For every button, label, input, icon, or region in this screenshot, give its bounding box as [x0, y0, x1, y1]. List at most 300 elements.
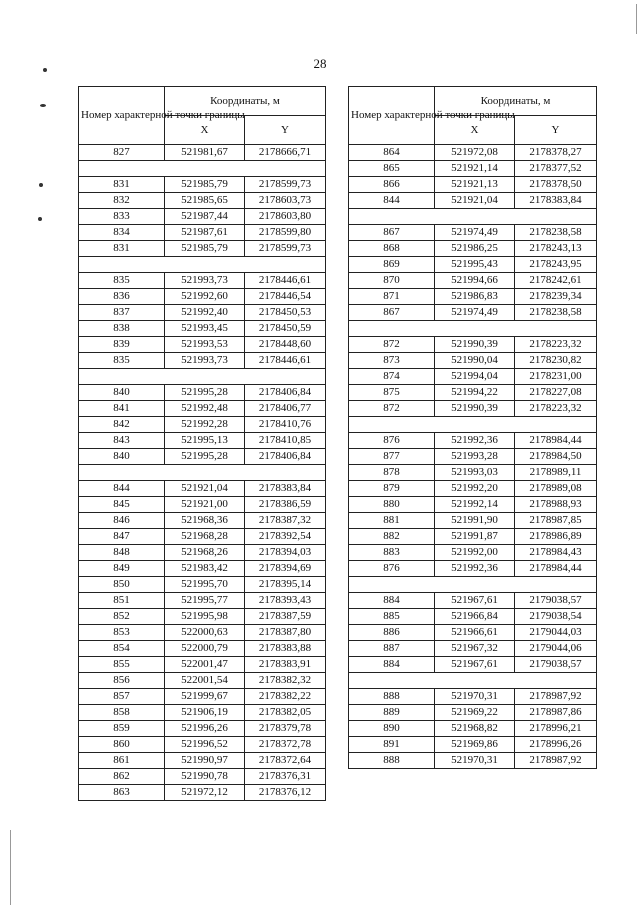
x-coordinate-cell: 521967,61 [435, 593, 515, 609]
point-number-cell: 888 [349, 753, 435, 769]
table-row [79, 561, 326, 577]
x-coordinate-cell: 521990,39 [435, 401, 515, 417]
table-row [79, 209, 326, 225]
y-coordinate-cell: 2179044,03 [515, 625, 597, 641]
table-row [349, 241, 597, 257]
y-coordinate-cell: 2178984,44 [515, 433, 597, 449]
y-coordinate-cell: 2178599,73 [245, 177, 326, 193]
table-row [349, 481, 597, 497]
x-coordinate-cell: 521985,65 [165, 193, 245, 209]
table-row [79, 417, 326, 433]
x-coordinate-cell: 521906,19 [165, 705, 245, 721]
x-coordinate-cell: 521993,73 [165, 353, 245, 369]
x-coordinate-cell: 521995,77 [165, 593, 245, 609]
x-coordinate-cell: 521986,25 [435, 241, 515, 257]
table-row [349, 465, 597, 481]
table-row [79, 625, 326, 641]
point-number-cell: 838 [79, 321, 165, 337]
y-coordinate-cell: 2178387,80 [245, 625, 326, 641]
x-coordinate-cell: 521992,36 [435, 561, 515, 577]
y-coordinate-cell: 2179038,57 [515, 657, 597, 673]
table-row [349, 449, 597, 465]
x-coordinate-cell: 521995,13 [165, 433, 245, 449]
y-coordinate-cell: 2178984,43 [515, 545, 597, 561]
section-separator-row [349, 321, 597, 337]
point-number-cell: 864 [349, 145, 435, 161]
y-coordinate-cell: 2178996,26 [515, 737, 597, 753]
point-number-cell: 872 [349, 337, 435, 353]
table-row [79, 593, 326, 609]
x-coordinate-cell: 521992,48 [165, 401, 245, 417]
x-coordinate-cell: 522001,47 [165, 657, 245, 673]
point-number-cell: 841 [79, 401, 165, 417]
x-coordinate-cell: 521992,00 [435, 545, 515, 561]
point-number-cell: 879 [349, 481, 435, 497]
point-number-cell: 850 [79, 577, 165, 593]
point-number-cell: 886 [349, 625, 435, 641]
y-coordinate-cell: 2178446,61 [245, 273, 326, 289]
x-coordinate-cell: 521981,67 [165, 145, 245, 161]
separator-cell [349, 577, 597, 593]
y-coordinate-cell: 2178387,59 [245, 609, 326, 625]
point-number-cell: 858 [79, 705, 165, 721]
y-coordinate-cell: 2178987,92 [515, 753, 597, 769]
x-coordinate-cell: 521974,49 [435, 225, 515, 241]
y-coordinate-cell: 2178987,85 [515, 513, 597, 529]
point-number-cell: 827 [79, 145, 165, 161]
y-coordinate-cell: 2178987,92 [515, 689, 597, 705]
table-row [79, 193, 326, 209]
y-coordinate-cell: 2178986,89 [515, 529, 597, 545]
y-coordinate-cell: 2179038,57 [515, 593, 597, 609]
point-number-cell: 833 [79, 209, 165, 225]
x-coordinate-cell: 521969,86 [435, 737, 515, 753]
y-coordinate-cell: 2178984,44 [515, 561, 597, 577]
x-coordinate-cell: 521972,08 [435, 145, 515, 161]
x-coordinate-cell: 521968,82 [435, 721, 515, 737]
table-row [79, 657, 326, 673]
point-number-cell: 866 [349, 177, 435, 193]
separator-cell [79, 161, 326, 177]
x-coordinate-cell: 521968,28 [165, 529, 245, 545]
x-coordinate-cell: 521991,90 [435, 513, 515, 529]
point-number-cell: 889 [349, 705, 435, 721]
point-number-cell: 876 [349, 433, 435, 449]
x-coordinate-cell: 521994,66 [435, 273, 515, 289]
y-coordinate-cell: 2178599,80 [245, 225, 326, 241]
y-coordinate-cell: 2178230,82 [515, 353, 597, 369]
y-coordinate-cell: 2178996,21 [515, 721, 597, 737]
y-coordinate-cell: 2178378,50 [515, 177, 597, 193]
y-coordinate-cell: 2178448,60 [245, 337, 326, 353]
point-number-cell: 855 [79, 657, 165, 673]
point-number-cell: 861 [79, 753, 165, 769]
point-number-cell: 854 [79, 641, 165, 657]
x-coordinate-cell: 521921,00 [165, 497, 245, 513]
x-coordinate-cell: 521967,32 [435, 641, 515, 657]
x-coordinate-cell: 521993,03 [435, 465, 515, 481]
y-coordinate-cell: 2178382,05 [245, 705, 326, 721]
point-number-cell: 835 [79, 353, 165, 369]
x-coordinate-cell: 521995,28 [165, 449, 245, 465]
point-number-cell: 851 [79, 593, 165, 609]
x-coordinate-cell: 521996,26 [165, 721, 245, 737]
x-coordinate-cell: 521995,28 [165, 385, 245, 401]
y-coordinate-cell: 2178446,61 [245, 353, 326, 369]
y-coordinate-cell: 2178395,14 [245, 577, 326, 593]
table-row [79, 385, 326, 401]
y-coordinate-cell: 2178383,88 [245, 641, 326, 657]
point-number-cell: 842 [79, 417, 165, 433]
point-number-cell: 878 [349, 465, 435, 481]
x-coordinate-cell: 521921,14 [435, 161, 515, 177]
section-separator-row [79, 369, 326, 385]
coordinates-header: Координаты, м [165, 87, 326, 116]
y-coordinate-cell: 2178406,77 [245, 401, 326, 417]
point-number-cell: 873 [349, 353, 435, 369]
x-coordinate-cell: 521990,39 [435, 337, 515, 353]
point-number-cell: 869 [349, 257, 435, 273]
table-row [79, 529, 326, 545]
section-separator-row [349, 577, 597, 593]
table-row [349, 529, 597, 545]
y-coordinate-cell: 2178238,58 [515, 305, 597, 321]
x-coordinate-cell: 521994,04 [435, 369, 515, 385]
x-coordinate-cell: 521968,26 [165, 545, 245, 561]
x-coordinate-cell: 521995,43 [435, 257, 515, 273]
point-number-cell: 884 [349, 657, 435, 673]
point-number-cell: 847 [79, 529, 165, 545]
point-number-cell: 867 [349, 305, 435, 321]
x-coordinate-cell: 521966,84 [435, 609, 515, 625]
x-coordinate-cell: 521999,67 [165, 689, 245, 705]
table-row [79, 721, 326, 737]
y-coordinate-cell: 2179038,54 [515, 609, 597, 625]
binding-mark [39, 183, 43, 187]
y-coordinate-cell: 2178406,84 [245, 449, 326, 465]
table-row [79, 321, 326, 337]
table-row [79, 145, 326, 161]
x-coordinate-cell: 521970,31 [435, 753, 515, 769]
x-coordinate-cell: 521991,87 [435, 529, 515, 545]
x-coordinate-cell: 521986,83 [435, 289, 515, 305]
point-number-cell: 888 [349, 689, 435, 705]
y-coordinate-cell: 2178666,71 [245, 145, 326, 161]
point-number-cell: 882 [349, 529, 435, 545]
table-row [349, 737, 597, 753]
point-number-cell: 871 [349, 289, 435, 305]
table-row [349, 193, 597, 209]
x-coordinate-cell: 521983,42 [165, 561, 245, 577]
x-coordinate-cell: 521966,61 [435, 625, 515, 641]
y-coordinate-cell: 2178394,03 [245, 545, 326, 561]
table-row [79, 753, 326, 769]
table-row [349, 641, 597, 657]
separator-cell [349, 209, 597, 225]
x-coordinate-cell: 521992,28 [165, 417, 245, 433]
y-coordinate-cell: 2178243,95 [515, 257, 597, 273]
x-column-header: X [435, 116, 515, 145]
x-coordinate-cell: 521994,22 [435, 385, 515, 401]
x-coordinate-cell: 521993,28 [435, 449, 515, 465]
point-number-cell: 877 [349, 449, 435, 465]
binding-mark [38, 217, 42, 221]
table-row [79, 337, 326, 353]
point-number-cell: 860 [79, 737, 165, 753]
point-number-cell: 876 [349, 561, 435, 577]
x-coordinate-cell: 521990,78 [165, 769, 245, 785]
section-separator-row [349, 417, 597, 433]
y-coordinate-cell: 2178376,31 [245, 769, 326, 785]
separator-cell [349, 673, 597, 689]
coordinates-table-left [78, 86, 326, 801]
point-number-cell: 868 [349, 241, 435, 257]
y-coordinate-cell: 2178392,54 [245, 529, 326, 545]
point-number-cell: 856 [79, 673, 165, 689]
y-coordinate-cell: 2178987,86 [515, 705, 597, 721]
table-row [349, 273, 597, 289]
section-separator-row [79, 161, 326, 177]
table-row [349, 289, 597, 305]
x-coordinate-cell: 521921,04 [165, 481, 245, 497]
y-coordinate-cell: 2178989,08 [515, 481, 597, 497]
table-row [79, 289, 326, 305]
point-number-cell: 870 [349, 273, 435, 289]
y-coordinate-cell: 2178603,80 [245, 209, 326, 225]
x-coordinate-cell: 521974,49 [435, 305, 515, 321]
x-coordinate-cell: 521968,36 [165, 513, 245, 529]
y-coordinate-cell: 2178386,59 [245, 497, 326, 513]
y-coordinate-cell: 2178988,93 [515, 497, 597, 513]
x-coordinate-cell: 521992,20 [435, 481, 515, 497]
coordinates-table-right [348, 86, 597, 769]
table-row [349, 145, 597, 161]
table-row [79, 177, 326, 193]
table-row [349, 721, 597, 737]
table-row [349, 257, 597, 273]
y-coordinate-cell: 2178239,34 [515, 289, 597, 305]
y-coordinate-cell: 2178410,76 [245, 417, 326, 433]
x-coordinate-cell: 521995,70 [165, 577, 245, 593]
section-separator-row [349, 673, 597, 689]
point-number-cell: 849 [79, 561, 165, 577]
y-coordinate-cell: 2179044,06 [515, 641, 597, 657]
x-coordinate-cell: 521990,04 [435, 353, 515, 369]
x-coordinate-cell: 521967,61 [435, 657, 515, 673]
x-coordinate-cell: 521972,12 [165, 785, 245, 801]
y-coordinate-cell: 2178599,73 [245, 241, 326, 257]
scan-edge-line [636, 4, 637, 34]
y-coordinate-cell: 2178372,64 [245, 753, 326, 769]
x-coordinate-cell: 521993,53 [165, 337, 245, 353]
scan-edge-line [10, 830, 11, 905]
coordinates-header: Координаты, м [435, 87, 597, 116]
table-row [349, 689, 597, 705]
point-number-cell: 863 [79, 785, 165, 801]
point-number-cell: 835 [79, 273, 165, 289]
x-coordinate-cell: 521969,22 [435, 705, 515, 721]
y-coordinate-cell: 2178372,78 [245, 737, 326, 753]
point-number-cell: 848 [79, 545, 165, 561]
table-row [349, 369, 597, 385]
table-row [79, 689, 326, 705]
y-coordinate-cell: 2178227,08 [515, 385, 597, 401]
table-row [79, 737, 326, 753]
y-coordinate-cell: 2178984,50 [515, 449, 597, 465]
table-row [79, 481, 326, 497]
table-row [79, 785, 326, 801]
point-number-cell: 874 [349, 369, 435, 385]
separator-cell [79, 465, 326, 481]
point-number-cell: 862 [79, 769, 165, 785]
table-row [349, 625, 597, 641]
point-number-cell: 836 [79, 289, 165, 305]
table-row [349, 593, 597, 609]
point-number-cell: 857 [79, 689, 165, 705]
table-row [79, 401, 326, 417]
separator-cell [79, 257, 326, 273]
point-number-cell: 839 [79, 337, 165, 353]
x-coordinate-cell: 521992,60 [165, 289, 245, 305]
y-coordinate-cell: 2178394,69 [245, 561, 326, 577]
point-number-cell: 852 [79, 609, 165, 625]
point-number-cell: 831 [79, 177, 165, 193]
y-coordinate-cell: 2178238,58 [515, 225, 597, 241]
table-row [349, 225, 597, 241]
point-number-cell: 881 [349, 513, 435, 529]
table-row [79, 273, 326, 289]
x-coordinate-cell: 522000,63 [165, 625, 245, 641]
point-number-cell: 832 [79, 193, 165, 209]
y-coordinate-cell: 2178383,91 [245, 657, 326, 673]
point-number-cell: 846 [79, 513, 165, 529]
table-row [349, 353, 597, 369]
table-row [349, 513, 597, 529]
table-row [79, 305, 326, 321]
separator-cell [349, 321, 597, 337]
y-coordinate-cell: 2178989,11 [515, 465, 597, 481]
x-coordinate-cell: 521992,40 [165, 305, 245, 321]
table-row [349, 545, 597, 561]
x-coordinate-cell: 522000,79 [165, 641, 245, 657]
table-row [349, 657, 597, 673]
point-number-cell: 890 [349, 721, 435, 737]
point-number-cell: 844 [79, 481, 165, 497]
table-row [349, 401, 597, 417]
y-coordinate-cell: 2178383,84 [515, 193, 597, 209]
point-number-cell: 872 [349, 401, 435, 417]
table-row [349, 305, 597, 321]
y-coordinate-cell: 2178382,32 [245, 673, 326, 689]
point-number-cell: 859 [79, 721, 165, 737]
x-coordinate-cell: 521993,45 [165, 321, 245, 337]
point-number-cell: 880 [349, 497, 435, 513]
y-coordinate-cell: 2178379,78 [245, 721, 326, 737]
y-coordinate-cell: 2178376,12 [245, 785, 326, 801]
y-column-header: Y [245, 116, 326, 145]
y-coordinate-cell: 2178223,32 [515, 401, 597, 417]
point-number-cell: 885 [349, 609, 435, 625]
point-number-cell: 837 [79, 305, 165, 321]
table-row [79, 433, 326, 449]
section-separator-row [79, 465, 326, 481]
x-coordinate-cell: 521985,79 [165, 241, 245, 257]
x-coordinate-cell: 521985,79 [165, 177, 245, 193]
table-row [79, 609, 326, 625]
section-separator-row [79, 257, 326, 273]
point-number-cell: 845 [79, 497, 165, 513]
page-number: 28 [313, 56, 327, 71]
x-coordinate-cell: 521992,36 [435, 433, 515, 449]
table-row [349, 609, 597, 625]
y-coordinate-cell: 2178242,61 [515, 273, 597, 289]
point-number-cell: 865 [349, 161, 435, 177]
table-row [349, 497, 597, 513]
table-row [79, 673, 326, 689]
x-column-header: X [165, 116, 245, 145]
table-row [79, 577, 326, 593]
y-coordinate-cell: 2178410,85 [245, 433, 326, 449]
table-row [79, 545, 326, 561]
y-coordinate-cell: 2178406,84 [245, 385, 326, 401]
table-row [349, 705, 597, 721]
x-coordinate-cell: 521990,97 [165, 753, 245, 769]
point-number-cell: 884 [349, 593, 435, 609]
y-column-header: Y [515, 116, 597, 145]
y-coordinate-cell: 2178223,32 [515, 337, 597, 353]
point-number-cell: 875 [349, 385, 435, 401]
x-coordinate-cell: 521995,98 [165, 609, 245, 625]
x-coordinate-cell: 521970,31 [435, 689, 515, 705]
x-coordinate-cell: 521996,52 [165, 737, 245, 753]
point-number-cell: 844 [349, 193, 435, 209]
table-row [349, 561, 597, 577]
table-row [79, 769, 326, 785]
y-coordinate-cell: 2178243,13 [515, 241, 597, 257]
y-coordinate-cell: 2178383,84 [245, 481, 326, 497]
table-row [349, 177, 597, 193]
x-coordinate-cell: 521921,04 [435, 193, 515, 209]
table-row [79, 513, 326, 529]
table-row [79, 225, 326, 241]
x-coordinate-cell: 521993,73 [165, 273, 245, 289]
point-number-header: Номер характерной точки границы [349, 87, 435, 145]
table-row [79, 705, 326, 721]
y-coordinate-cell: 2178603,73 [245, 193, 326, 209]
table-row [79, 241, 326, 257]
point-number-cell: 840 [79, 385, 165, 401]
y-coordinate-cell: 2178450,53 [245, 305, 326, 321]
table-row [349, 385, 597, 401]
table-row [79, 449, 326, 465]
separator-cell [79, 369, 326, 385]
point-number-cell: 843 [79, 433, 165, 449]
x-coordinate-cell: 521992,14 [435, 497, 515, 513]
y-coordinate-cell: 2178393,43 [245, 593, 326, 609]
y-coordinate-cell: 2178377,52 [515, 161, 597, 177]
point-number-cell: 883 [349, 545, 435, 561]
y-coordinate-cell: 2178378,27 [515, 145, 597, 161]
table-row [349, 161, 597, 177]
point-number-cell: 867 [349, 225, 435, 241]
point-number-header: Номер характерной точки границы [79, 87, 165, 145]
y-coordinate-cell: 2178450,59 [245, 321, 326, 337]
section-separator-row [349, 209, 597, 225]
y-coordinate-cell: 2178446,54 [245, 289, 326, 305]
separator-cell [349, 417, 597, 433]
x-coordinate-cell: 521987,44 [165, 209, 245, 225]
point-number-cell: 853 [79, 625, 165, 641]
